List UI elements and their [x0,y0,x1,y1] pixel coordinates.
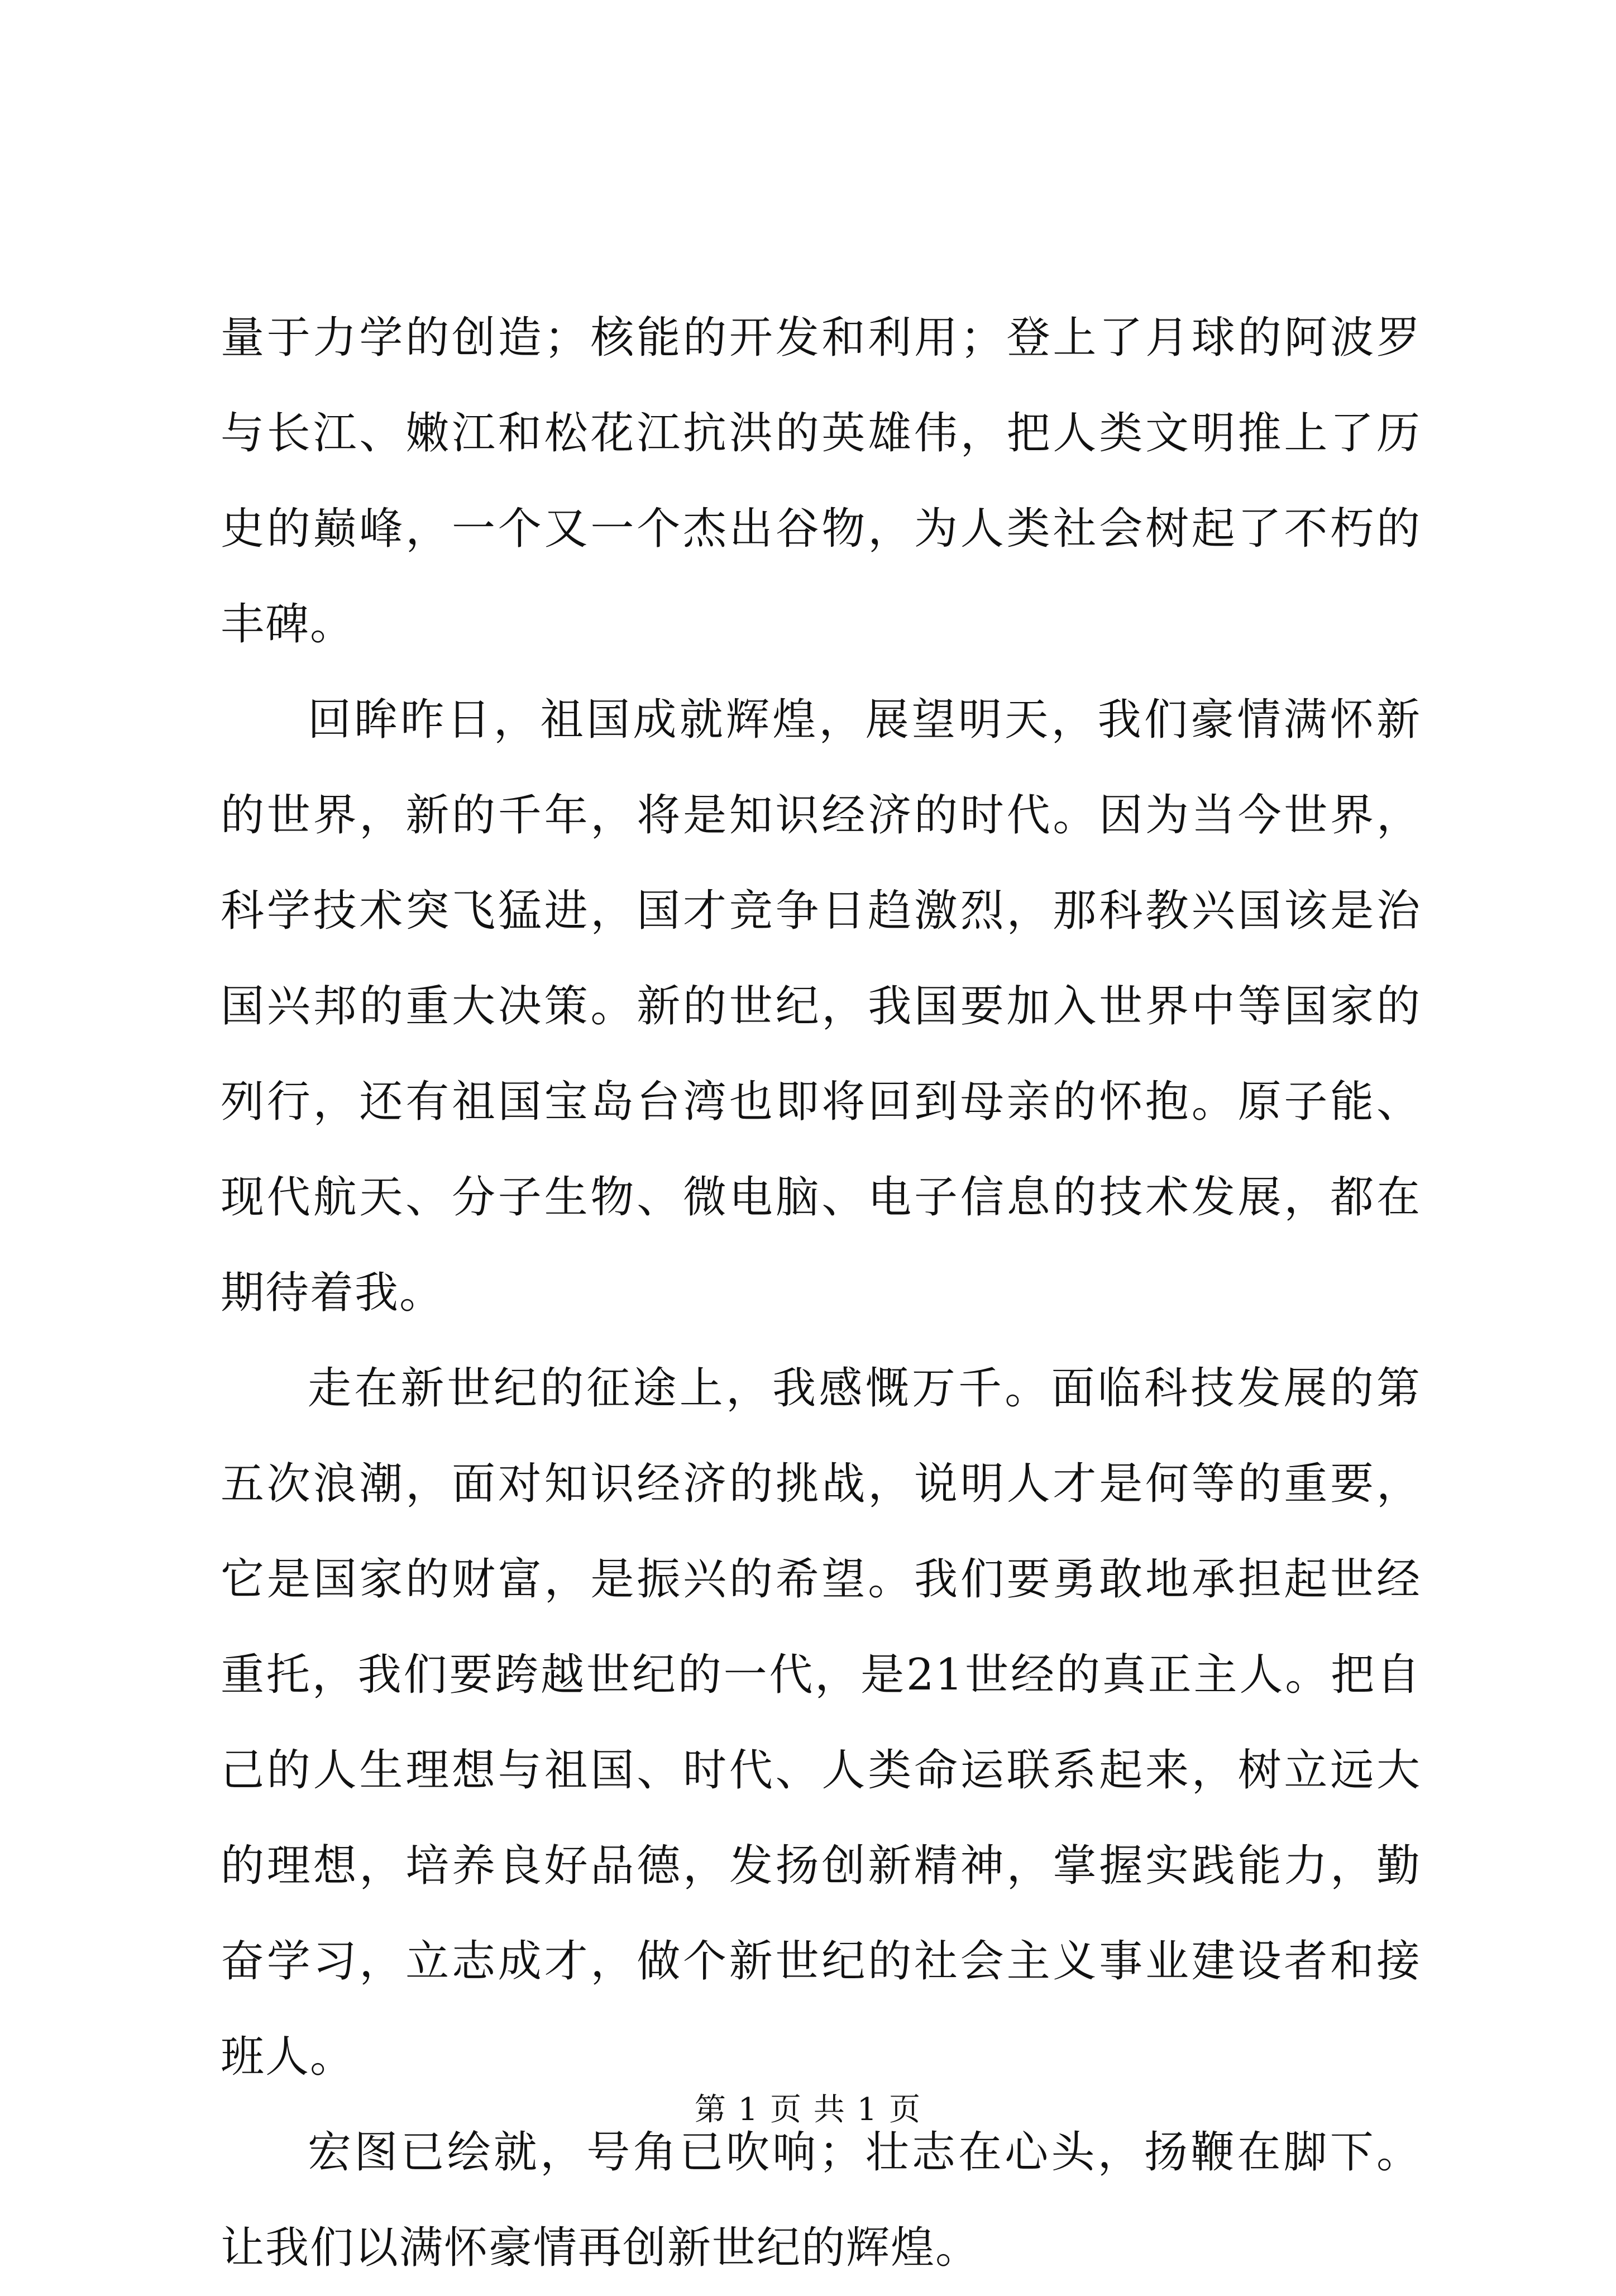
paragraph-closing: 宏图已绘就，号角已吹响；壮志在心头，扬鞭在脚下。让我们以满怀豪情再创新世纪的辉煌。 [221,2127,1421,2273]
paragraph-new-century: 走在新世纪的征途上，我感慨万千。面临科技发展的第五次浪潮，面对知识经济的挑战，说明人才是何等的重要，它是国家的财富，是振兴的希望。我们要勇敢地承担起世经重托，我们要跨越世纪的一代，是21世经的真正主人。把自己的人生理想与祖国、时代、人类命运联系起来，树立远大的理想，培养良好品德，发扬创新精神，掌握实践能力，勤奋学习，立志成才，做个新世纪的社会主义事业建设者和接班人。 [221,1363,1421,2082]
paragraph-continued: 量于力学的创造；核能的开发和利用；登上了月球的阿波罗与长江、嫩江和松花江抗洪的英雄伟，把人类文明推上了历史的巅峰，一个又一个杰出谷物，为人类社会树起了不朽的丰碑。 [221,313,1421,650]
paragraph-looking-back: 回眸昨日，祖国成就辉煌，展望明天，我们豪情满怀新的世界，新的千年，将是知识经济的时代。因为当今世界，科学技术突飞猛进，国才竞争日趋激烈，那科教兴国该是治国兴邦的重大决策。新的世纪，我国要加入世界中等国家的列行，还有祖国宝岛台湾也即将回到母亲的怀抱。原子能、现代航天、分子生物、微电脑、电子信息的技术发展，都在期待着我。 [221,695,1421,1318]
page-number-footer: 第 1 页 共 1 页 [694,2092,922,2128]
document-body [221,290,1421,2296]
